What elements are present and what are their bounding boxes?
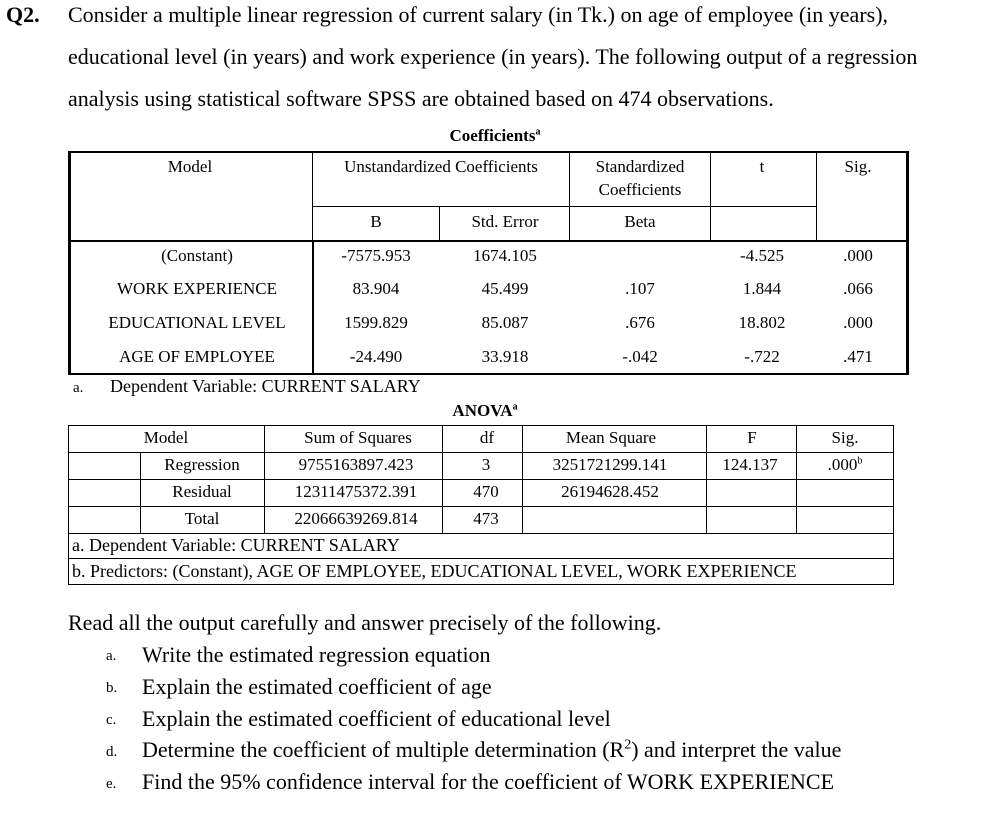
coefficients-title (410, 126, 580, 146)
anova-title (400, 401, 570, 421)
header-standardized-1: Standardized (595, 157, 685, 176)
anova-row-ss: 22066639269.814 (294, 509, 418, 528)
anova-header-model: Model (143, 428, 189, 447)
anova-row-sig-sup: b (857, 455, 863, 467)
header-b: B (370, 212, 382, 231)
task-marker: a. (106, 648, 117, 664)
anova-header-ms: Mean Square (565, 428, 657, 447)
row-se: 1674.105 (473, 246, 537, 265)
row-b: -7575.953 (341, 246, 411, 265)
task-text-sup: 2 (624, 737, 632, 753)
task-text: Explain the estimated coefficient of age (142, 674, 492, 699)
header-beta: Beta (624, 212, 656, 231)
row-sig: .000 (843, 246, 873, 265)
row-b: 83.904 (352, 279, 400, 298)
anova-row-sig-value: .000 (827, 455, 858, 474)
row-sig: .066 (843, 279, 873, 298)
anova-header-sig: Sig. (831, 428, 859, 447)
task-text (142, 737, 841, 763)
task-marker: c. (106, 712, 117, 728)
anova-row-ss: 12311475372.391 (294, 482, 418, 501)
anova-header-ss: Sum of Squares (304, 428, 412, 447)
anova-row-ms: 26194628.452 (561, 482, 659, 501)
anova-row-ss: 9755163897.423 (298, 455, 414, 474)
task-marker: e. (106, 776, 117, 792)
anova-row-model: Regression (164, 455, 240, 474)
row-t: -4.525 (740, 246, 784, 265)
task-text: Write the estimated regression equation (142, 642, 491, 667)
anova-row-ms: 3251721299.141 (552, 455, 668, 474)
anova-title-text: ANOVA (452, 401, 513, 420)
row-sig: .000 (843, 313, 873, 332)
anova-row-df: 470 (473, 482, 499, 501)
header-sig: Sig. (844, 157, 872, 176)
row-model: WORK EXPERIENCE (116, 279, 278, 298)
task-text-post: ) and interpret the value (631, 737, 842, 762)
row-b: 1599.829 (344, 313, 408, 332)
anova-header-df: df (479, 428, 495, 447)
coefficients-title-sup: a (535, 126, 541, 138)
header-std-error: Std. Error (471, 212, 539, 231)
coefficients-footnote-marker: a. (73, 380, 84, 396)
anova-footnote-b: b. Predictors: (Constant), AGE OF EMPLOYEE, EDUCATIONAL LEVEL, WORK EXPERIENCE (72, 561, 797, 581)
row-t: 1.844 (742, 279, 782, 298)
anova-footnote-a: a. Dependent Variable: CURRENT SALARY (72, 535, 400, 555)
task-marker: b. (106, 680, 118, 696)
question-number: Q2. (6, 2, 40, 27)
row-beta: .107 (625, 279, 655, 298)
row-model: EDUCATIONAL LEVEL (108, 313, 286, 332)
row-se: 33.918 (481, 347, 529, 366)
row-model: AGE OF EMPLOYEE (119, 347, 275, 366)
task-text: Explain the estimated coefficient of educational level (142, 706, 611, 731)
header-standardized-2: Coefficients (598, 180, 682, 199)
row-beta: -.042 (622, 347, 658, 366)
question-line-3: analysis using statistical software SPSS are obtained based on 474 observations. (68, 86, 774, 111)
task-text: Find the 95% confidence interval for the coefficient of WORK EXPERIENCE (142, 769, 835, 794)
row-b: -24.490 (349, 347, 403, 366)
header-t: t (759, 157, 765, 176)
row-se: 85.087 (481, 313, 529, 332)
row-model: (Constant) (161, 246, 233, 265)
anova-row-df: 473 (473, 509, 499, 528)
task-text-pre: Determine the coefficient of multiple determination (R (142, 737, 625, 762)
anova-row-model: Residual (172, 482, 232, 501)
header-model: Model (167, 157, 213, 176)
anova-row-sig (828, 455, 863, 475)
anova-header-f: F (747, 428, 757, 447)
coefficients-title-text: Coefficients (449, 126, 536, 145)
anova-row-df: 3 (481, 455, 491, 474)
row-t: 18.802 (738, 313, 786, 332)
question-line-1: Consider a multiple linear regression of current salary (in Tk.) on age of employee (in years), (68, 2, 889, 27)
row-beta: .676 (625, 313, 655, 332)
anova-row-f: 124.137 (722, 455, 778, 474)
row-sig: .471 (843, 347, 873, 366)
coefficients-footnote: Dependent Variable: CURRENT SALARY (110, 376, 421, 396)
row-t: -.722 (744, 347, 780, 366)
anova-title-sup: a (512, 401, 518, 413)
question-line-2: educational level (in years) and work experience (in years). The following output of a regression (68, 44, 918, 69)
instructions: Read all the output carefully and answer precisely of the following. (68, 610, 662, 635)
task-marker: d. (106, 744, 118, 760)
row-se: 45.499 (481, 279, 529, 298)
header-unstandardized: Unstandardized Coefficients (344, 157, 538, 176)
anova-row-model: Total (184, 509, 220, 528)
